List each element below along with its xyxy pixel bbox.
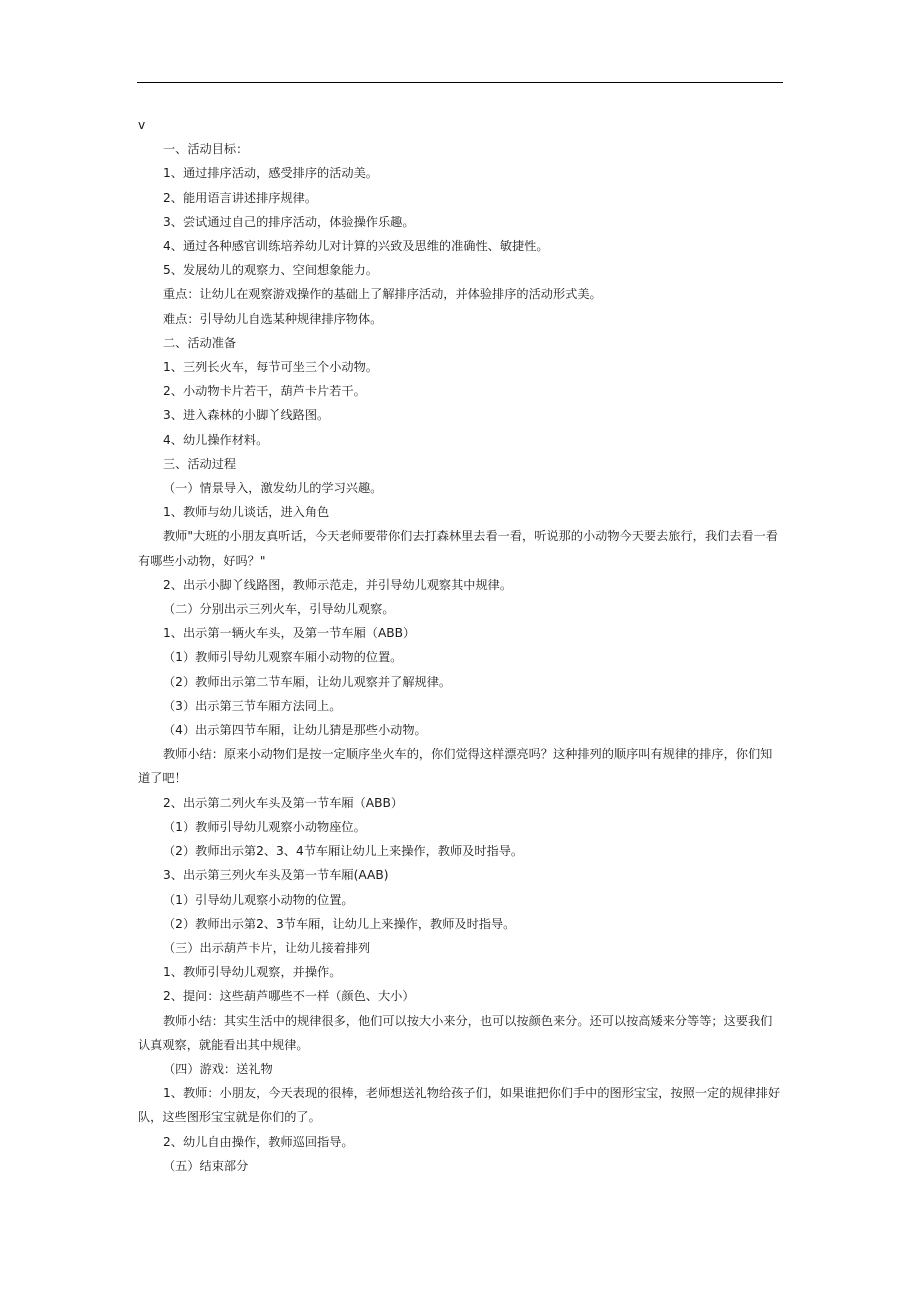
paragraph: 2、幼儿自由操作，教师巡回指导。 <box>163 1134 354 1149</box>
paragraph: （2）教师出示第2、3节车厢，让幼儿上来操作，教师及时指导。 <box>163 916 516 931</box>
header-rule <box>137 82 783 83</box>
paragraph: （2）教师出示第2、3、4节车厢让幼儿上来操作，教师及时指导。 <box>163 844 524 859</box>
paragraph: （4）出示第四节车厢，让幼儿猜是那些小动物。 <box>163 723 427 738</box>
paragraph: 1、出示第一辆火车头，及第一节车厢（ABB） <box>163 626 416 641</box>
paragraph: 2、出示小脚丫线路图，教师示范走，并引导幼儿观察其中规律。 <box>163 577 513 592</box>
paragraph: 教师"大班的小朋友真听话，今天老师要带你们去打森林里去看一看，听说那的小动物今天要去旅行，我们去看一看有哪些小动物，好吗？" <box>138 529 778 568</box>
paragraph: 5、发展幼儿的观察力、空间想象能力。 <box>163 263 378 278</box>
paragraph: 1、三列长火车，每节可坐三个小动物。 <box>163 360 378 375</box>
paragraph: 4、通过各种感官训练培养幼儿对计算的兴致及思维的准确性、敏捷性。 <box>163 239 549 254</box>
paragraph: 难点：引导幼儿自选某种规律排序物体。 <box>163 311 383 326</box>
paragraph: 2、能用语言讲述排序规律。 <box>163 190 318 205</box>
paragraph: 教师小结：原来小动物们是按一定顺序坐火车的，你们觉得这样漂亮吗？这种排列的顺序叫有规律的排序，你们知道了吧！ <box>138 747 773 786</box>
paragraph: 二、活动准备 <box>163 335 237 350</box>
paragraph: 1、教师引导幼儿观察，并操作。 <box>163 965 342 980</box>
document-body <box>138 113 784 1178</box>
paragraph: 4、幼儿操作材料。 <box>163 432 269 447</box>
paragraph: 3、出示第三列火车头及第一节车厢(AAB) <box>163 868 389 883</box>
paragraph: （2）教师出示第二节车厢，让幼儿观察并了解规律。 <box>163 674 452 689</box>
paragraph: （1）教师引导幼儿观察车厢小动物的位置。 <box>163 650 403 665</box>
paragraph: 三、活动过程 <box>163 456 237 471</box>
paragraph: 1、通过排序活动，感受排序的活动美。 <box>163 166 378 181</box>
paragraph: （1）引导幼儿观察小动物的位置。 <box>163 892 354 907</box>
paragraph: 3、尝试通过自己的排序活动，体验操作乐趣。 <box>163 214 415 229</box>
paragraph: （二）分别出示三列火车，引导幼儿观察。 <box>163 602 395 617</box>
paragraph: 1、教师与幼儿谈话，进入角色 <box>163 505 330 520</box>
paragraph: （1）教师引导幼儿观察小动物座位。 <box>163 819 366 834</box>
paragraph: v <box>138 118 146 132</box>
paragraph: 3、进入森林的小脚丫线路图。 <box>163 408 330 423</box>
paragraph: 1、教师：小朋友，今天表现的很棒，老师想送礼物给孩子们，如果谁把你们手中的图形宝宝，按照一定的规律排好队，这些图形宝宝就是你们的了。 <box>138 1086 781 1125</box>
paragraph: （五）结束部分 <box>163 1158 249 1173</box>
paragraph: （三）出示葫芦卡片，让幼儿接着排列 <box>163 940 371 955</box>
paragraph: 重点：让幼儿在观察游戏操作的基础上了解排序活动，并体验排序的活动形式美。 <box>163 287 602 302</box>
paragraph: 2、出示第二列火车头及第一节车厢（ABB） <box>163 795 404 810</box>
paragraph: 一、活动目标： <box>163 142 249 157</box>
paragraph: 2、提问：这些葫芦哪些不一样（颜色、大小） <box>163 989 415 1004</box>
paragraph: （一）情景导入，激发幼儿的学习兴趣。 <box>163 481 383 496</box>
paragraph: 教师小结：其实生活中的规律很多，他们可以按大小来分，也可以按颜色来分。还可以按高矮来分等等；这要我们认真观察，就能看出其中规律。 <box>138 1013 773 1052</box>
paragraph: （3）出示第三节车厢方法同上。 <box>163 698 342 713</box>
paragraph: 2、小动物卡片若干，葫芦卡片若干。 <box>163 384 366 399</box>
paragraph: （四）游戏：送礼物 <box>163 1061 273 1076</box>
